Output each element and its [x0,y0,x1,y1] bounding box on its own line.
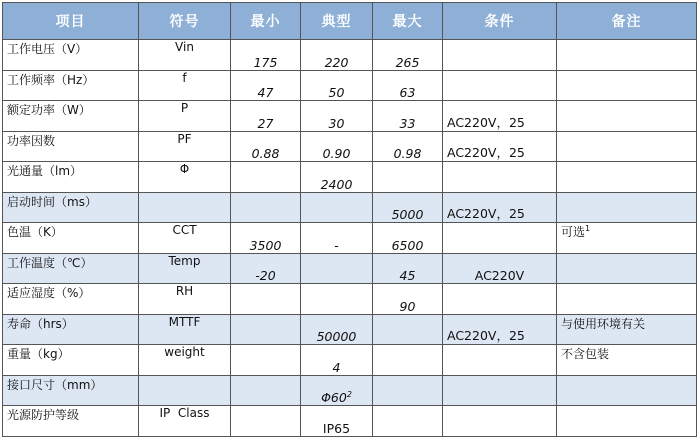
symbol-cell: Vin [139,40,231,71]
max-cell: 63 [373,70,443,101]
note-cell [557,70,697,101]
header-row [3,3,697,40]
table-row [3,223,697,254]
note-cell [557,406,697,437]
note-cell [557,284,697,315]
max-cell: 5000 [373,192,443,223]
typ-cell [301,192,373,223]
note-cell [557,192,697,223]
header-symbol: 符号 [139,3,231,40]
min-cell [231,284,301,315]
min-cell [231,345,301,376]
min-cell: 47 [231,70,301,101]
min-cell [231,162,301,193]
typ-cell [301,375,373,406]
symbol-cell: Φ [139,162,231,193]
typ-cell [301,253,373,284]
typ-cell: 50 [301,70,373,101]
param-cell: 额定功率（W） [3,101,139,132]
condition-cell: AC220V，25 [443,314,557,345]
note-cell [557,40,697,71]
param-cell: 色温（K） [3,223,139,254]
param-cell: 光通量（lm） [3,162,139,193]
max-cell [373,406,443,437]
table-row [3,345,697,376]
param-cell: 接口尺寸（mm） [3,375,139,406]
note-cell [557,162,697,193]
table-row [3,314,697,345]
header-condition: 条件 [443,3,557,40]
note-cell [557,131,697,162]
note-cell [557,223,697,254]
condition-cell [443,345,557,376]
typ-cell: 30 [301,101,373,132]
footnote-marker: 1 [585,224,591,234]
symbol-cell: CCT [139,223,231,254]
condition-cell [443,40,557,71]
note-text: 可选 [561,225,586,240]
param-cell: 启动时间（ms） [3,192,139,223]
min-cell: 3500 [231,223,301,254]
typ-cell: - [301,223,373,254]
condition-cell: AC220V，25 [443,192,557,223]
typ-cell [301,284,373,315]
max-cell: 33 [373,101,443,132]
param-cell: 功率因数 [3,131,139,162]
note-cell [557,101,697,132]
min-cell: 0.88 [231,131,301,162]
param-cell: 光源防护等级 [3,406,139,437]
min-cell: -20 [231,253,301,284]
typ-cell: 2400 [301,162,373,193]
max-cell [373,162,443,193]
header-note: 备注 [557,3,697,40]
max-cell: 265 [373,40,443,71]
typ-cell: 0.90 [301,131,373,162]
max-cell: 6500 [373,223,443,254]
min-cell [231,406,301,437]
param-cell: 工作频率（Hz） [3,70,139,101]
symbol-cell: f [139,70,231,101]
typ-text: Φ60 [321,390,347,406]
symbol-cell: PF [139,131,231,162]
symbol-cell [139,192,231,223]
min-cell: 175 [231,40,301,71]
header-typ: 典型 [301,3,373,40]
max-cell [373,375,443,406]
table-row [3,131,697,162]
condition-cell [443,406,557,437]
header-max: 最大 [373,3,443,40]
symbol-cell: Temp [139,253,231,284]
footnote-marker: 2 [346,390,352,400]
table-row [3,162,697,193]
table-row [3,406,697,437]
condition-cell [443,284,557,315]
symbol-cell: weight [139,345,231,376]
header-min: 最小 [231,3,301,40]
max-cell: 0.98 [373,131,443,162]
max-cell [373,314,443,345]
table-row [3,101,697,132]
table-row [3,70,697,101]
table-row [3,192,697,223]
condition-cell: AC220V [443,253,557,284]
condition-cell [443,162,557,193]
min-cell [231,314,301,345]
param-cell: 工作电压（V） [3,40,139,71]
symbol-cell: P [139,101,231,132]
symbol-cell [139,375,231,406]
condition-cell [443,223,557,254]
table-row [3,40,697,71]
note-cell: 与使用环境有关 [557,314,697,345]
note-cell [557,253,697,284]
max-cell: 45 [373,253,443,284]
min-cell [231,192,301,223]
condition-cell: AC220V，25 [443,101,557,132]
condition-cell: AC220V，25 [443,131,557,162]
spec-table [2,2,697,437]
min-cell [231,375,301,406]
typ-cell: 4 [301,345,373,376]
param-cell: 重量（kg） [3,345,139,376]
condition-cell [443,375,557,406]
symbol-cell: MTTF [139,314,231,345]
header-item: 项目 [3,3,139,40]
typ-cell: 220 [301,40,373,71]
table-row [3,375,697,406]
symbol-cell: RH [139,284,231,315]
note-cell [557,375,697,406]
table-row [3,284,697,315]
table-row [3,253,697,284]
max-cell [373,345,443,376]
typ-cell: IP65 [301,406,373,437]
note-cell: 不含包装 [557,345,697,376]
max-cell: 90 [373,284,443,315]
param-cell: 适应湿度（%） [3,284,139,315]
param-cell: 工作温度（℃） [3,253,139,284]
typ-cell: 50000 [301,314,373,345]
symbol-cell: IP Class [139,406,231,437]
condition-cell [443,70,557,101]
min-cell: 27 [231,101,301,132]
param-cell: 寿命（hrs） [3,314,139,345]
